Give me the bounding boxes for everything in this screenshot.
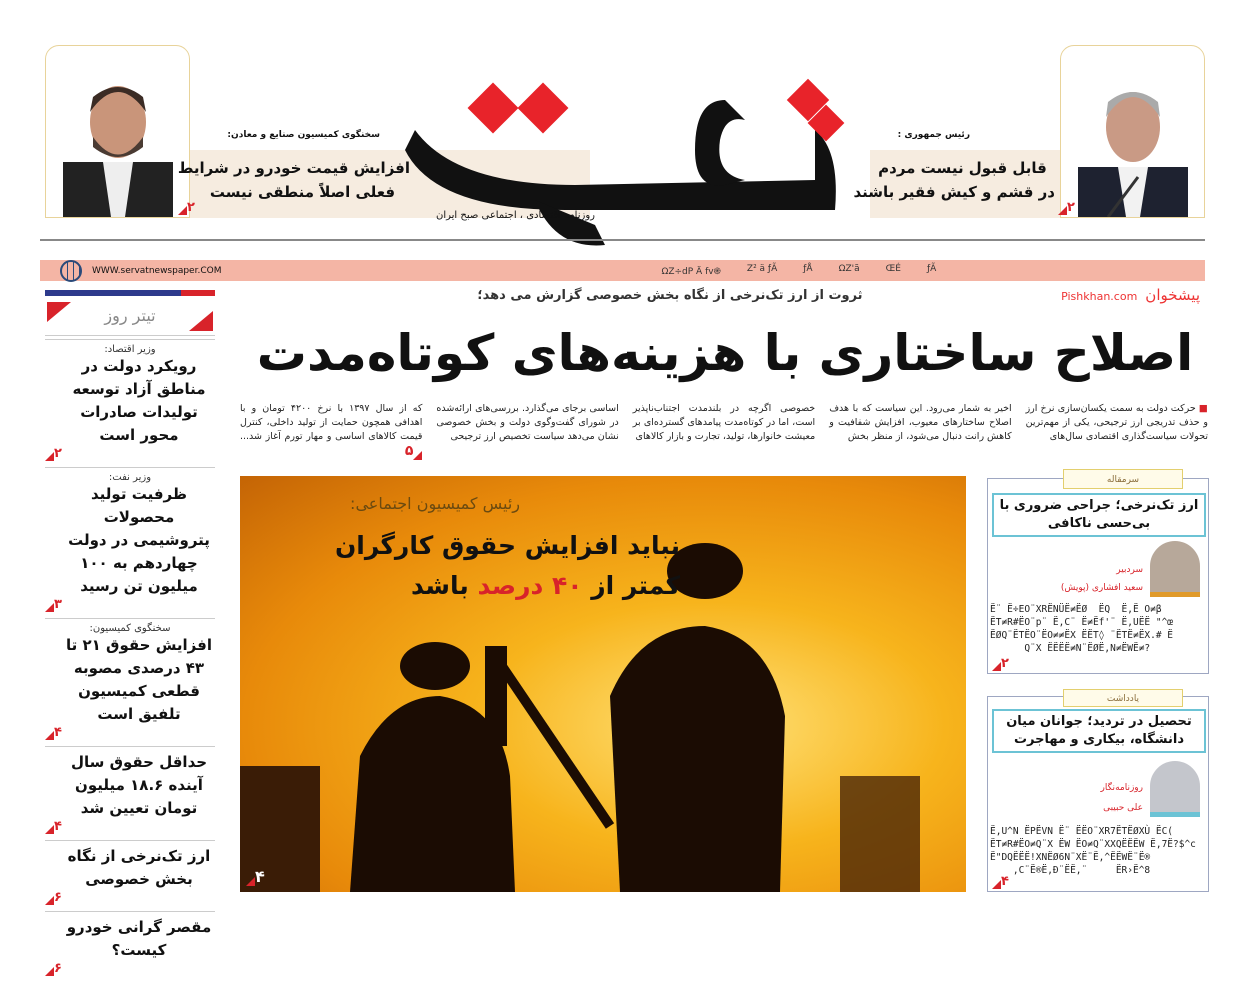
photo-kicker: رئیس کمیسیون اجتماعی: [350,494,520,513]
text-column: اخیر به شمار می‌رود. این سیاست که با هدف اصلاح ساختارهای معیوب، افزایش شفافیت و کاهش رانت دنبال می‌شود، از منظر بخش [829,403,1012,442]
author-photo [1150,761,1200,817]
headline-line: فعلی اصلاً منطقی نیست [209,183,396,201]
logo-graphic [395,60,865,250]
editorial-title: ارز تک‌نرخی؛ جراحی ضروری با بی‌حسی ناکافی [992,493,1206,537]
masthead-divider [40,239,1205,241]
editorial-box[interactable] [987,475,1209,674]
sidebar-item[interactable]: حداقل حقوق سال آینده ۱۸.۶ میلیون تومان تعیین شد ۴ [45,747,215,841]
tagline: روزنامه اقتصادی ، اجتماعی صبح ایران [435,210,595,221]
note-title: تحصیل در تردید؛ جوانان میان دانشگاه، بیکاری و مهاجرت [992,709,1206,753]
sidebar-item[interactable]: سخنگوی کمیسیون: افزایش حقوق ۲۱ تا ۴۳ درصدی مصوبه قطعی کمیسیون تلفیق است ۴ [45,619,215,747]
headline-line: قابل قبول نیست مردم [878,159,1047,177]
person-photo [1078,67,1188,217]
newspaper-logo [395,60,865,250]
top-left-photo [45,45,190,218]
text-column: اساسی برجای می‌گذارد. بررسی‌های ارائه‌شده در شورای گفت‌وگوی دولت و بخش خصوصی نشان می‌دهد سیاست تخصیص ارز ترجیحی [436,403,619,442]
headline-line: افزایش قیمت خودرو در شرایط [177,159,410,177]
globe-icon [60,260,82,282]
author-role: سردبیر [1116,565,1143,575]
website-link[interactable]: WWW.servatnewspaper.COM [92,265,222,276]
sidebar-item[interactable]: مقصر گرانی خودرو کیست؟ ۶ [45,912,215,982]
sidebar-title: تیتر روز [45,296,215,336]
band-glyph: ƒÃ [926,264,937,274]
top-left-headline[interactable] [177,156,410,204]
triangle-icon [1058,206,1067,215]
page-ref: ۲ [178,200,195,215]
page-ref: ۵ [405,443,423,459]
page-ref: ۲ [992,656,1009,671]
triangle-icon [178,206,187,215]
page-ref: ۲ [1058,200,1075,215]
text-column: که از سال ۱۳۹۷ با نرخ ۴۲۰۰ تومان و با اهدافی همچون حمایت از تولید داخلی، کنترل قیمت کالاهای اساسی و مهار تورم آغاز شد... ۵ [239,403,423,459]
band-glyph: Z² ä ƒÃ [746,264,778,274]
top-left-kicker: سخنگوی کمیسیون صنایع و معادن: [227,130,380,140]
band-glyph: ΩZ÷dP Ä fv֎ [661,267,721,277]
sidebar-item[interactable]: وزیر نفت: ظرفیت تولید محصولات پتروشیمی در دولت چهاردهم به ۱۰۰ میلیون تن رسید ۳ [45,468,215,619]
note-box[interactable] [987,696,1209,892]
photo-story[interactable] [240,476,966,892]
top-right-headline[interactable] [853,156,1055,204]
person-photo [63,67,173,217]
page-ref: ۴ [992,874,1009,889]
page-ref: ۴ [246,867,265,886]
editorial-text: Ë¨ Ë÷EO¨XRËNÜË≠ËØ ËQ Ë,Ë O≠β ËT≠R#ËO¨p¨ Ë,C¨ Ë≠Ëf'¨ Ë,UËË "^œ ËØQ¨ËTËO¨ËO≠≠ËX ËËT◊ ¨ËTË≠ËX.# Ë Q¨X ËËËË≠N¨ËØË,N≠ËWË≠? [990,604,1174,654]
top-right-kicker: رئیس جمهوری : [897,130,970,140]
photo-headline: نباید افزایش حقوق کارگران کمتر از ۴۰ درصد باشد [334,531,680,600]
info-band [40,260,1205,281]
author-name: سعید افشاری (پویش) [1060,583,1143,593]
band-glyph: ŒÉ [885,264,901,274]
main-kicker: ثروت از ارز تک‌نرخی از نگاه بخش خصوصی گزارش می دهد؛ [477,288,863,303]
author-role: روزنامه‌نگار [1100,783,1143,793]
author-photo [1150,541,1200,597]
note-text: Ë,U^N ËPËVN Ë¨ ËËO¨XR7ËTËØXÙ ËC( ËT≠R#ËO≠Q¨X ËW ËO≠Q¨XXQËËËW Ë,7Ë?$^c Ë"DQËËË!XNËØ6N¨XË¨Ë,^ËËWË¨Ë® ,C¨Ë®Ë,Ð¨ËË,¨ ËR›Ë^8 [990,826,1196,876]
note-label: یادداشت [1063,689,1183,707]
author-name: علی حبیبی [1103,803,1143,813]
sidebar-item[interactable]: وزیر اقتصاد: رویکرد دولت در مناطق آزاد توسعه تولیدات صادرات محور است ۲ [45,340,215,468]
headline-line: در قشم و کیش فقیر باشند [853,183,1055,201]
sidebar-item[interactable]: ارز تک‌نرخی از نگاه بخش خصوصی ۶ [45,841,215,912]
band-glyph: ΩZ'ã [838,264,860,274]
band-glyph: ƒÅ [803,264,813,274]
main-columns [240,402,1208,460]
text-column: خصوصی اگرچه در بلندمدت اجتناب‌ناپذیر است، اما در کوتاه‌مدت پیامدهای گسترده‌ای بر معیشت خانوارها، تولید، تجارت و بازار کالاهای [632,403,816,442]
top-right-photo [1060,45,1205,218]
editorial-label: سرمقاله [1063,469,1183,489]
watermark: Pishkhan.com پیشخوان [1061,286,1200,304]
main-headline[interactable]: اصلاح ساختاری با هزینه‌های کوتاه‌مدت [256,324,1194,382]
sidebar [45,290,215,982]
text-column: ■ حرکت دولت به سمت یکسان‌سازی نرخ ارز و حذف تدریجی ارز ترجیحی، یکی از مهم‌ترین تحولات سیاست‌گذاری اقتصادی سال‌های [1025,403,1208,442]
